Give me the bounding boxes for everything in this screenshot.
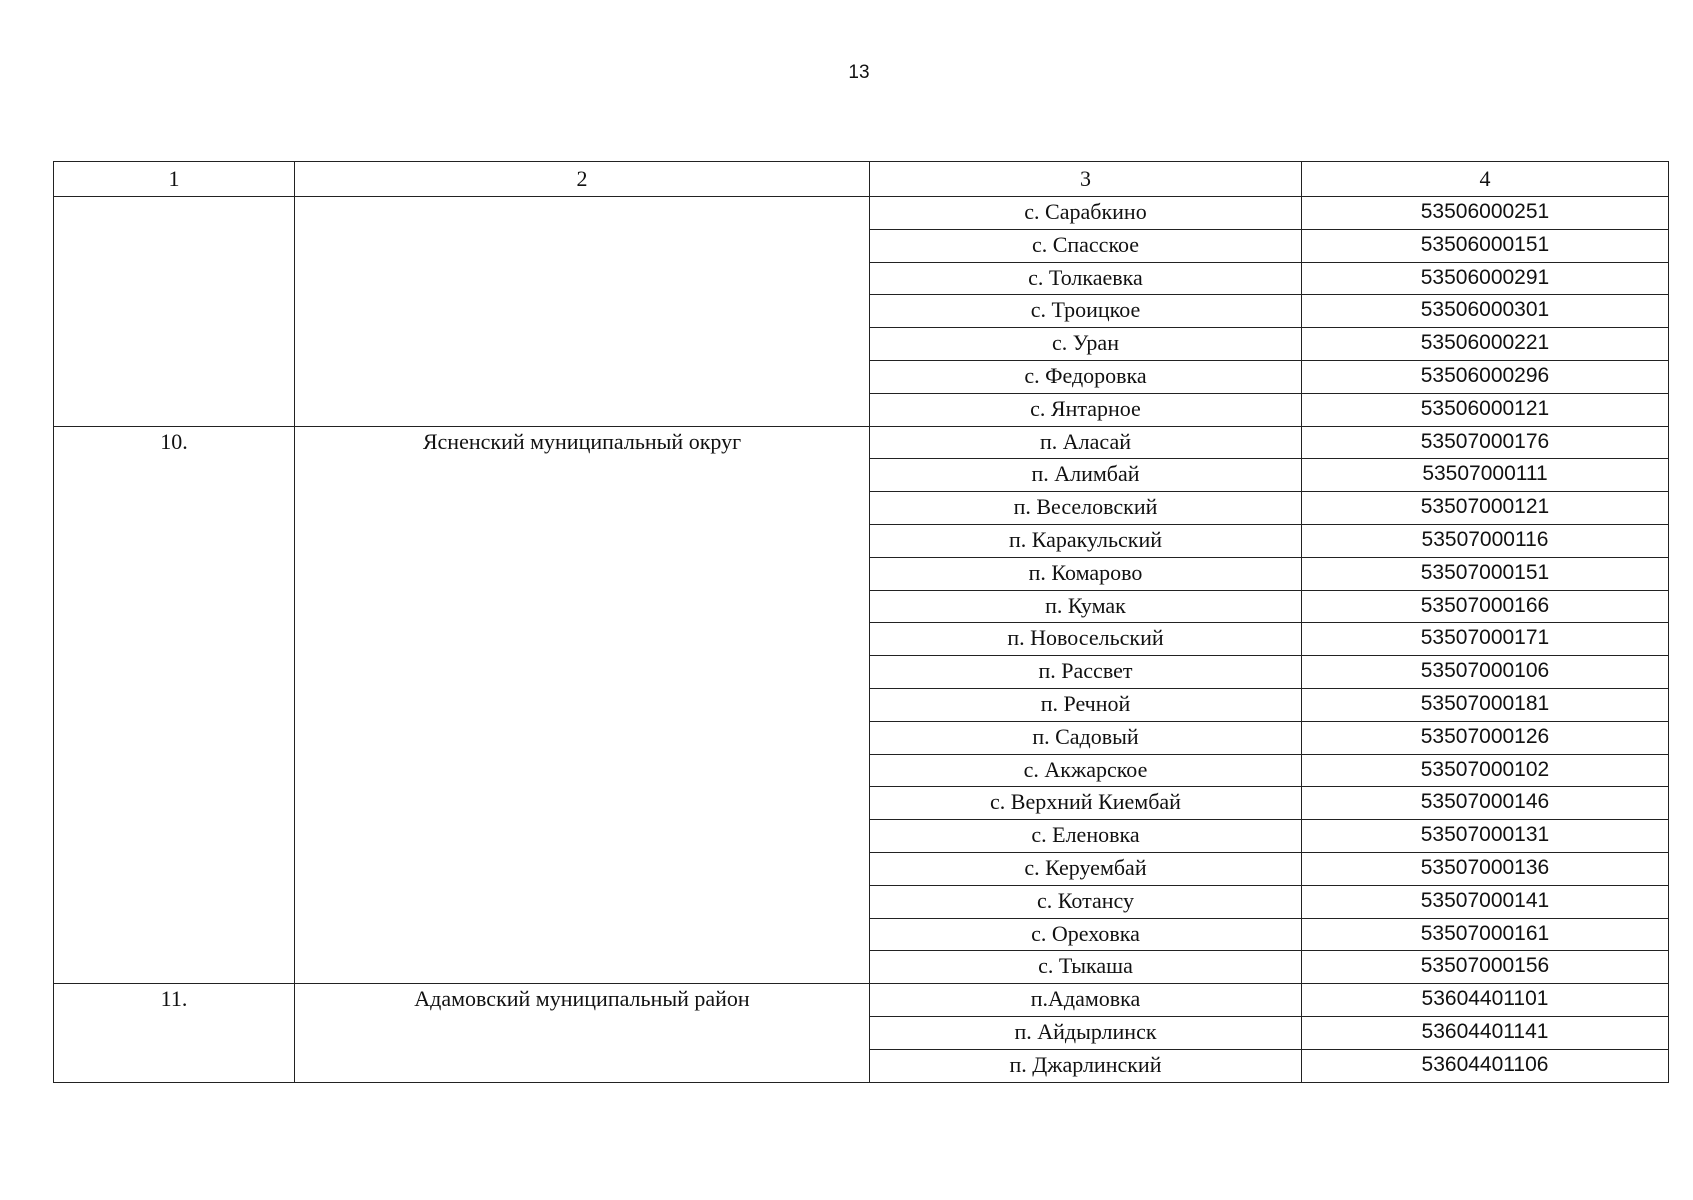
- settlement-cell: п. Речной: [870, 688, 1302, 721]
- district-number-cell: 10.: [54, 426, 295, 984]
- column-header-number: 1: [54, 162, 295, 197]
- oktmo-code-cell: 53507000151: [1302, 557, 1669, 590]
- header-row: [54, 162, 1669, 197]
- settlement-cell: п. Айдырлинск: [870, 1016, 1302, 1049]
- settlement-cell: с. Керуембай: [870, 852, 1302, 885]
- table-row: [54, 197, 1669, 230]
- settlement-cell: с. Сарабкино: [870, 197, 1302, 230]
- page-number: 13: [848, 62, 870, 83]
- settlement-cell: с. Верхний Киембай: [870, 787, 1302, 820]
- column-header-code: 4: [1302, 162, 1669, 197]
- settlement-cell: п. Кумак: [870, 590, 1302, 623]
- district-name-cell: Ясненский муниципальный округ: [295, 426, 870, 984]
- oktmo-code-cell: 53507000181: [1302, 688, 1669, 721]
- settlement-cell: п. Садовый: [870, 721, 1302, 754]
- district-number-cell: [54, 197, 295, 427]
- oktmo-code-cell: 53507000166: [1302, 590, 1669, 623]
- settlement-cell: с. Уран: [870, 328, 1302, 361]
- settlement-cell: с. Еленовка: [870, 820, 1302, 853]
- settlement-cell: п. Джарлинский: [870, 1049, 1302, 1082]
- settlement-cell: п. Веселовский: [870, 492, 1302, 525]
- oktmo-code-cell: 53506000301: [1302, 295, 1669, 328]
- district-name-cell: [295, 197, 870, 427]
- oktmo-code-cell: 53506000151: [1302, 229, 1669, 262]
- table-row: [54, 426, 1669, 459]
- oktmo-code-cell: 53604401106: [1302, 1049, 1669, 1082]
- settlement-cell: с. Федоровка: [870, 360, 1302, 393]
- settlements-table: [53, 161, 1669, 1083]
- oktmo-code-cell: 53507000146: [1302, 787, 1669, 820]
- oktmo-code-cell: 53604401101: [1302, 984, 1669, 1017]
- settlement-cell: с. Янтарное: [870, 393, 1302, 426]
- settlement-cell: п. Рассвет: [870, 656, 1302, 689]
- district-name-cell: Адамовский муниципальный район: [295, 984, 870, 1082]
- oktmo-code-cell: 53507000156: [1302, 951, 1669, 984]
- oktmo-code-cell: 53507000111: [1302, 459, 1669, 492]
- oktmo-code-cell: 53507000126: [1302, 721, 1669, 754]
- settlement-cell: с. Ореховка: [870, 918, 1302, 951]
- oktmo-code-cell: 53507000136: [1302, 852, 1669, 885]
- settlement-cell: п. Комарово: [870, 557, 1302, 590]
- settlement-cell: с. Троицкое: [870, 295, 1302, 328]
- settlement-cell: с. Котансу: [870, 885, 1302, 918]
- settlement-cell: с. Спасское: [870, 229, 1302, 262]
- settlement-cell: с. Тыкаша: [870, 951, 1302, 984]
- table-body: [54, 197, 1669, 1083]
- table-row: [54, 984, 1669, 1017]
- settlement-cell: п. Каракульский: [870, 524, 1302, 557]
- oktmo-code-cell: 53507000141: [1302, 885, 1669, 918]
- column-header-name: 2: [295, 162, 870, 197]
- oktmo-code-cell: 53507000171: [1302, 623, 1669, 656]
- settlement-cell: п. Новосельский: [870, 623, 1302, 656]
- oktmo-code-cell: 53507000121: [1302, 492, 1669, 525]
- oktmo-code-cell: 53506000121: [1302, 393, 1669, 426]
- settlement-cell: п. Аласай: [870, 426, 1302, 459]
- settlement-cell: п.Адамовка: [870, 984, 1302, 1017]
- oktmo-code-cell: 53604401141: [1302, 1016, 1669, 1049]
- oktmo-code-cell: 53507000131: [1302, 820, 1669, 853]
- oktmo-code-cell: 53507000116: [1302, 524, 1669, 557]
- settlement-cell: п. Алимбай: [870, 459, 1302, 492]
- column-header-settlement: 3: [870, 162, 1302, 197]
- oktmo-code-cell: 53506000296: [1302, 360, 1669, 393]
- oktmo-code-cell: 53507000106: [1302, 656, 1669, 689]
- settlement-cell: с. Толкаевка: [870, 262, 1302, 295]
- oktmo-code-cell: 53507000176: [1302, 426, 1669, 459]
- oktmo-code-cell: 53507000161: [1302, 918, 1669, 951]
- oktmo-code-cell: 53507000102: [1302, 754, 1669, 787]
- oktmo-code-cell: 53506000291: [1302, 262, 1669, 295]
- settlement-cell: с. Акжарское: [870, 754, 1302, 787]
- district-number-cell: 11.: [54, 984, 295, 1082]
- oktmo-code-cell: 53506000251: [1302, 197, 1669, 230]
- oktmo-code-cell: 53506000221: [1302, 328, 1669, 361]
